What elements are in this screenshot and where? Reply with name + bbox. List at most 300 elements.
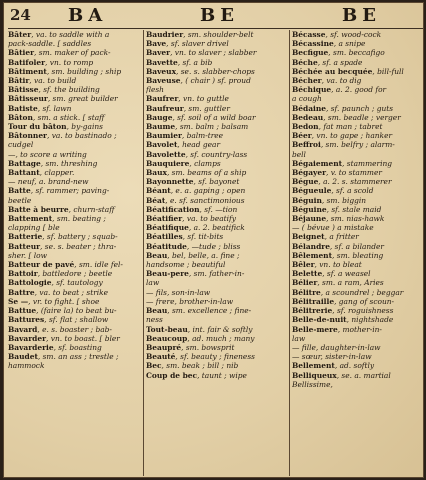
entry-term: Batteur bbox=[8, 241, 41, 251]
entry-term: Bédaine bbox=[292, 103, 327, 113]
entry-gloss: sher. [ low bbox=[8, 250, 47, 260]
dictionary-entry bbox=[146, 288, 286, 297]
entry-gloss: , gang of scoun- bbox=[334, 296, 395, 306]
entry-gloss: , sm. building ; ship bbox=[46, 66, 122, 76]
entry-gloss: , sf. a bilander bbox=[329, 241, 384, 251]
entry-term: Bedon bbox=[292, 122, 319, 132]
entry-term: Bave bbox=[146, 39, 167, 49]
entry-term: Baufreur bbox=[146, 103, 184, 113]
dictionary-entry bbox=[146, 67, 286, 76]
entry-term: Béant bbox=[146, 186, 171, 196]
entry-term: Bélitrerie bbox=[292, 306, 333, 316]
entry-term: Bâton bbox=[8, 112, 33, 122]
entry-gloss: , sf. stale maid bbox=[326, 204, 382, 214]
entry-term: Battant bbox=[8, 168, 40, 178]
entry-term: Belette bbox=[292, 269, 323, 279]
entry-term: Béer bbox=[292, 131, 312, 141]
entry-gloss: , bill-full bbox=[372, 66, 404, 76]
entry-gloss: , sf. wood-cock bbox=[325, 30, 382, 39]
entry-gloss: , sf. battery ; squab- bbox=[42, 232, 118, 242]
entry-term: Battoir bbox=[8, 269, 38, 279]
entry-term: Bêlement bbox=[292, 250, 333, 260]
entry-gloss: , balm-tree bbox=[181, 131, 224, 141]
dictionary-entry bbox=[8, 352, 140, 361]
entry-gloss: , sf. tautology bbox=[51, 278, 103, 288]
dictionary-entry bbox=[146, 39, 286, 48]
dictionary-entry bbox=[8, 297, 140, 306]
entry-gloss: law bbox=[292, 333, 306, 343]
entry-gloss: , se. s. beater ; thra- bbox=[40, 241, 117, 251]
dictionary-entry bbox=[8, 48, 140, 57]
dictionary-entry bbox=[8, 159, 140, 168]
entry-term: Batiste bbox=[8, 103, 38, 113]
entry-gloss: , vn. to slaver ; slabber bbox=[170, 48, 257, 58]
entry-term: Bégayer bbox=[292, 168, 327, 178]
dictionary-entry bbox=[146, 48, 286, 57]
entry-term: Bécassine bbox=[292, 39, 334, 49]
entry-gloss: , sm. biggin bbox=[321, 195, 367, 205]
entry-term: Se — bbox=[8, 296, 29, 306]
entry-gloss: , vn. to gape ; hanker bbox=[311, 131, 393, 141]
entry-gloss: , sf. soil of a wild boar bbox=[172, 112, 256, 122]
entry-gloss: , int. fair & softly bbox=[187, 324, 253, 334]
entry-term: Battue bbox=[8, 306, 37, 316]
dictionary-entry bbox=[292, 223, 424, 232]
entry-gloss: , a. 2. beatifick bbox=[188, 223, 245, 233]
dictionary-entry bbox=[146, 205, 286, 214]
entry-gloss: , clapper. bbox=[39, 168, 75, 178]
dictionary-entry bbox=[146, 140, 286, 149]
entry-gloss: , sf. bayonet bbox=[193, 177, 240, 187]
dictionary-entry bbox=[292, 122, 424, 131]
entry-gloss: — frere, brother-in-law bbox=[146, 296, 234, 306]
dictionary-entry bbox=[146, 94, 286, 103]
dictionary-entry bbox=[146, 30, 286, 39]
entry-term: Bec bbox=[146, 361, 162, 371]
entry-gloss: , vn. to bleat bbox=[314, 260, 362, 270]
entry-term: Battures bbox=[8, 315, 45, 325]
entry-gloss: , sf. boasting bbox=[53, 342, 102, 352]
entry-gloss: , sm. guttler bbox=[183, 103, 230, 113]
entry-gloss: , sm. bowsprit bbox=[181, 342, 235, 352]
entry-gloss: , a fritter bbox=[324, 232, 359, 242]
entry-term: Baume bbox=[146, 122, 176, 132]
dictionary-entry bbox=[8, 58, 140, 67]
entry-gloss: , sf. a spade bbox=[317, 57, 363, 67]
entry-gloss: , sm. beccafigo bbox=[328, 48, 385, 58]
entry-gloss: , e. s. boaster ; bab- bbox=[37, 324, 112, 334]
dictionary-entry bbox=[146, 168, 286, 177]
dictionary-entry bbox=[292, 30, 424, 39]
dictionary-entry bbox=[8, 30, 140, 39]
entry-term: Bauge bbox=[146, 112, 173, 122]
entry-term: Belle-de-nuit bbox=[292, 315, 347, 325]
dictionary-entry bbox=[8, 260, 140, 269]
entry-gloss: , nightshade bbox=[346, 315, 394, 325]
entry-gloss: , a scoundrel ; beggar bbox=[320, 287, 404, 297]
dictionary-entry bbox=[146, 269, 286, 278]
entry-gloss: , sm. an ass ; trestle ; bbox=[37, 352, 119, 362]
entry-term: Bégue bbox=[292, 177, 319, 187]
entry-term: Bêler bbox=[292, 260, 315, 270]
entry-term: Coup de bec bbox=[146, 370, 198, 380]
entry-gloss: , sm. nias-hawk bbox=[326, 214, 385, 224]
dictionary-entry bbox=[292, 315, 424, 324]
dictionary-entry bbox=[292, 380, 424, 389]
entry-term: Batifoler bbox=[8, 57, 46, 67]
dictionary-entry bbox=[292, 251, 424, 260]
entry-gloss: handsome ; beautiful bbox=[146, 260, 226, 270]
entry-gloss: , se. a. martial bbox=[336, 370, 391, 380]
dictionary-entry bbox=[146, 260, 286, 269]
entry-column-2 bbox=[146, 30, 286, 476]
entry-gloss: hammock bbox=[8, 361, 45, 371]
dictionary-entry bbox=[8, 94, 140, 103]
entry-term: Beau-pere bbox=[146, 269, 189, 279]
entry-gloss: , sm. threshing bbox=[40, 158, 98, 168]
entry-term: Bavard bbox=[8, 324, 38, 334]
entry-gloss: , sf. tit-bits bbox=[182, 232, 224, 242]
dictionary-entry bbox=[292, 159, 424, 168]
entry-gloss: , sm. a stick. [ staff bbox=[32, 112, 105, 122]
entry-gloss: , sm. father-in- bbox=[188, 269, 245, 279]
dictionary-entry bbox=[292, 242, 424, 251]
entry-term: Béguin bbox=[292, 195, 322, 205]
entry-term: Béguine bbox=[292, 204, 327, 214]
dictionary-entry bbox=[8, 140, 140, 149]
dictionary-entry bbox=[292, 140, 424, 149]
dictionary-entry bbox=[8, 205, 140, 214]
dictionary-entry bbox=[292, 306, 424, 315]
entry-gloss: Bellissime, bbox=[292, 379, 333, 389]
dictionary-entry bbox=[292, 94, 424, 103]
entry-term: Bavarderie bbox=[8, 342, 54, 352]
entry-term: Béatitude bbox=[146, 241, 187, 251]
dictionary-entry bbox=[146, 306, 286, 315]
dictionary-entry bbox=[8, 269, 140, 278]
entry-term: Béatification bbox=[146, 204, 200, 214]
entry-gloss: bell bbox=[292, 149, 306, 159]
entry-term: Baufrer bbox=[146, 94, 179, 104]
entry-term: Bavolette bbox=[146, 149, 186, 159]
entry-gloss: , sf. a bib bbox=[177, 57, 213, 67]
entry-term: Béatilles bbox=[146, 232, 183, 242]
dictionary-entry bbox=[8, 232, 140, 241]
dictionary-entry bbox=[292, 58, 424, 67]
column-3-running-head: BE bbox=[342, 5, 381, 26]
entry-term: Bauquiere bbox=[146, 158, 190, 168]
dictionary-entry bbox=[146, 58, 286, 67]
dictionary-entry bbox=[8, 85, 140, 94]
entry-gloss: ness bbox=[146, 315, 163, 325]
entry-gloss: , sf. country-lass bbox=[185, 149, 248, 159]
entry-gloss: , sf. slaver drivel bbox=[166, 39, 229, 49]
dictionary-entry bbox=[292, 214, 424, 223]
entry-gloss: , sm. beadle ; verger bbox=[323, 112, 401, 122]
dictionary-entry bbox=[292, 269, 424, 278]
dictionary-entry bbox=[8, 315, 140, 324]
entry-gloss: , sm. beating ; bbox=[52, 214, 106, 224]
dictionary-entry bbox=[146, 223, 286, 232]
entry-gloss: , mother-in- bbox=[337, 324, 382, 334]
entry-term: Bâter bbox=[8, 30, 32, 39]
dictionary-entry bbox=[8, 223, 140, 232]
entry-column-3 bbox=[292, 30, 424, 476]
dictionary-entry bbox=[292, 205, 424, 214]
entry-term: Baudrier bbox=[146, 30, 184, 39]
entry-gloss: cudgel bbox=[8, 140, 34, 150]
entry-gloss: , v. to stammer bbox=[326, 168, 382, 178]
dictionary-entry bbox=[146, 343, 286, 352]
entry-gloss: , sm. belfry ; alarm- bbox=[320, 140, 395, 150]
dictionary-entry bbox=[146, 325, 286, 334]
dictionary-entry bbox=[292, 343, 424, 352]
dictionary-entry bbox=[8, 168, 140, 177]
dictionary-entry bbox=[8, 67, 140, 76]
dictionary-entry bbox=[8, 343, 140, 352]
entry-term: Tout-beau bbox=[146, 324, 188, 334]
entry-term: Baumier bbox=[146, 131, 182, 141]
column-1-running-head: BA bbox=[68, 5, 108, 26]
entry-gloss: , —tude ; bliss bbox=[186, 241, 241, 251]
entry-gloss: , a. 2. good for bbox=[331, 85, 387, 95]
dictionary-entry bbox=[292, 352, 424, 361]
entry-gloss: , vn. to boast. [ bler bbox=[46, 333, 120, 343]
entry-gloss: , va. to beat ; strike bbox=[34, 287, 109, 297]
entry-term: Battement bbox=[8, 214, 53, 224]
entry-gloss: — fille, daughter-in-law bbox=[292, 342, 381, 352]
dictionary-entry bbox=[8, 177, 140, 186]
entry-term: Bélandre bbox=[292, 241, 330, 251]
dictionary-entry bbox=[292, 297, 424, 306]
entry-gloss: law bbox=[146, 278, 160, 288]
entry-gloss: , sf. —tion bbox=[199, 204, 238, 214]
entry-gloss: , vr. to fight. [ shoe bbox=[28, 296, 100, 306]
entry-gloss: beetle bbox=[8, 195, 32, 205]
entry-gloss: , (faire la) to beat bu- bbox=[36, 306, 117, 316]
entry-term: Béchique bbox=[292, 85, 332, 95]
entry-term: Baudet bbox=[8, 352, 38, 362]
column-divider-2 bbox=[289, 30, 290, 476]
entry-gloss: , sm. maker of pack- bbox=[34, 48, 111, 58]
dictionary-entry bbox=[8, 214, 140, 223]
dictionary-entry bbox=[146, 371, 286, 380]
entry-gloss: , sf. lawn bbox=[37, 103, 72, 113]
entry-gloss: , a. 2. s. stammerer bbox=[318, 177, 392, 187]
entry-gloss: , battledore ; beetle bbox=[37, 269, 113, 279]
entry-gloss: , e. a. gaping ; open bbox=[170, 186, 246, 196]
entry-term: Beaupré bbox=[146, 342, 182, 352]
entry-gloss: , sm. beams of a ship bbox=[166, 168, 247, 178]
dictionary-entry bbox=[146, 352, 286, 361]
entry-term: Bâtonner bbox=[8, 131, 47, 141]
dictionary-entry bbox=[146, 334, 286, 343]
entry-term: Bellement bbox=[292, 361, 335, 371]
dictionary-entry bbox=[292, 39, 424, 48]
dictionary-entry bbox=[146, 131, 286, 140]
entry-gloss: , head gear bbox=[177, 140, 221, 150]
entry-gloss: , taunt ; wipe bbox=[197, 370, 247, 380]
dictionary-entry bbox=[146, 150, 286, 159]
entry-term: Beffroi bbox=[292, 140, 321, 150]
entry-term: Béche bbox=[292, 57, 318, 67]
dictionary-entry bbox=[292, 260, 424, 269]
entry-gloss: , ( chair ) sf. proud bbox=[180, 76, 251, 86]
entry-term: Bégueule bbox=[292, 186, 332, 196]
entry-gloss: , va. to bastinado ; bbox=[46, 131, 117, 141]
dictionary-entry bbox=[146, 113, 286, 122]
dictionary-entry bbox=[8, 104, 140, 113]
entry-gloss: , va. to build bbox=[29, 76, 77, 86]
entry-gloss: , sf. a weasel bbox=[322, 269, 371, 279]
entry-term: Bélitre bbox=[292, 287, 321, 297]
dictionary-entry bbox=[8, 131, 140, 140]
entry-term: Bâtisse bbox=[8, 85, 39, 95]
entry-gloss: , sf. rammer; paving- bbox=[30, 186, 110, 196]
entry-term: Beauté bbox=[146, 352, 176, 362]
entry-term: Bavarder bbox=[8, 333, 47, 343]
dictionary-entry bbox=[8, 288, 140, 297]
page-number: 24 bbox=[10, 6, 31, 24]
entry-term: Belle-mere bbox=[292, 324, 338, 334]
entry-gloss: , sm. bleating bbox=[332, 250, 384, 260]
dictionary-entry bbox=[8, 150, 140, 159]
entry-gloss: — fils, son-in-law bbox=[146, 287, 211, 297]
entry-gloss: , sf. the building bbox=[38, 85, 100, 95]
dictionary-entry bbox=[8, 39, 140, 48]
entry-term: Becfigue bbox=[292, 48, 329, 58]
entry-gloss: — ( bévue ) a mistake bbox=[292, 223, 374, 233]
entry-term: Battologie bbox=[8, 278, 52, 288]
entry-gloss: , a snipe bbox=[333, 39, 366, 49]
entry-gloss: , sm. balm ; balsam bbox=[175, 122, 249, 132]
entry-gloss: , va. to dig bbox=[321, 76, 362, 86]
entry-gloss: , sf. a scold bbox=[331, 186, 374, 196]
entry-term: Béatifier bbox=[146, 214, 183, 224]
entry-column-1 bbox=[8, 30, 140, 476]
dictionary-entry bbox=[292, 76, 424, 85]
entry-term: Beau bbox=[146, 250, 168, 260]
dictionary-entry bbox=[8, 196, 140, 205]
entry-gloss: , stammering bbox=[342, 158, 393, 168]
entry-term: Tour du bâton bbox=[8, 122, 67, 132]
entry-gloss: — neuf, a. brand-new bbox=[8, 177, 89, 187]
dictionary-entry bbox=[8, 361, 140, 370]
dictionary-entry bbox=[292, 371, 424, 380]
entry-gloss: , sm. idle fel- bbox=[74, 260, 123, 270]
entry-gloss: , bel, belle, a. fine ; bbox=[167, 250, 240, 260]
dictionary-entry bbox=[146, 242, 286, 251]
dictionary-entry bbox=[146, 315, 286, 324]
dictionary-entry bbox=[8, 122, 140, 131]
dictionary-entry bbox=[146, 251, 286, 260]
entry-term: Baux bbox=[146, 168, 167, 178]
dictionary-entry bbox=[8, 186, 140, 195]
dictionary-entry bbox=[146, 214, 286, 223]
entry-term: Bâtiment bbox=[8, 66, 47, 76]
entry-term: Béatifique bbox=[146, 223, 189, 233]
entry-gloss: —, to score a writing bbox=[8, 149, 87, 159]
dictionary-entry bbox=[292, 85, 424, 94]
entry-gloss: , va. to saddle with a bbox=[31, 30, 110, 39]
entry-term: Bavolet bbox=[146, 140, 178, 150]
dictionary-entry bbox=[292, 104, 424, 113]
dictionary-entry bbox=[8, 325, 140, 334]
entry-term: Bedeau bbox=[292, 112, 324, 122]
entry-term: Bégaiement bbox=[292, 158, 343, 168]
dictionary-entry bbox=[146, 76, 286, 85]
entry-gloss: , fat man ; tabret bbox=[318, 122, 383, 132]
entry-term: Bélitraille bbox=[292, 296, 335, 306]
entry-term: Batte à beurre bbox=[8, 204, 69, 214]
entry-term: Baveuse bbox=[146, 76, 181, 86]
dictionary-entry bbox=[8, 278, 140, 287]
dictionary-entry bbox=[292, 325, 424, 334]
dictionary-entry bbox=[8, 251, 140, 260]
entry-gloss: , ad. softly bbox=[334, 361, 375, 371]
entry-term: Béchée au becquée bbox=[292, 66, 373, 76]
dictionary-entry bbox=[292, 48, 424, 57]
entry-term: Beignet bbox=[292, 232, 325, 242]
entry-term: Beaucoup bbox=[146, 333, 188, 343]
entry-gloss: , by-gains bbox=[66, 122, 103, 132]
dictionary-entry bbox=[146, 104, 286, 113]
entry-gloss: a cough bbox=[292, 94, 322, 104]
entry-term: Batterie bbox=[8, 232, 43, 242]
entry-term: Baver bbox=[146, 48, 171, 58]
dictionary-entry bbox=[292, 131, 424, 140]
dictionary-entry bbox=[146, 85, 286, 94]
dictionary-entry bbox=[292, 186, 424, 195]
entry-term: Béjaune bbox=[292, 214, 327, 224]
entry-term: Bayonnette bbox=[146, 177, 194, 187]
dictionary-entry bbox=[146, 177, 286, 186]
entry-gloss: , ad. much ; many bbox=[187, 333, 255, 343]
dictionary-entry bbox=[292, 288, 424, 297]
entry-gloss: , sm. shoulder-belt bbox=[183, 30, 254, 39]
dictionary-entry bbox=[146, 159, 286, 168]
entry-term: Batte bbox=[8, 186, 31, 196]
entry-term: Bélier bbox=[292, 278, 318, 288]
entry-gloss: , clamps bbox=[189, 158, 221, 168]
entry-gloss: , vn. to guttle bbox=[178, 94, 229, 104]
dictionary-entry bbox=[292, 361, 424, 370]
entry-term: Bâtier bbox=[8, 48, 35, 58]
entry-gloss: — sœur, sister-in-law bbox=[292, 352, 372, 362]
dictionary-entry bbox=[292, 196, 424, 205]
entry-term: Bécher bbox=[292, 76, 322, 86]
entry-gloss: pack-saddle. [ saddles bbox=[8, 39, 92, 49]
dictionary-entry bbox=[292, 278, 424, 287]
entry-gloss: , sm. great builder bbox=[47, 94, 118, 104]
dictionary-entry bbox=[146, 278, 286, 287]
dictionary-entry bbox=[292, 67, 424, 76]
dictionary-entry bbox=[8, 242, 140, 251]
entry-gloss: , vn. to romp bbox=[45, 57, 94, 67]
dictionary-entry bbox=[292, 113, 424, 122]
entry-gloss: , sf. flat ; shallow bbox=[44, 315, 109, 325]
entry-term: Beau bbox=[146, 306, 168, 316]
dictionary-entry bbox=[8, 113, 140, 122]
dictionary-entry bbox=[8, 306, 140, 315]
entry-gloss: , e. sf. sanctimonious bbox=[165, 195, 245, 205]
dictionary-entry bbox=[146, 297, 286, 306]
entry-gloss: clapping [ ble bbox=[8, 223, 60, 233]
entry-gloss: , sm. beak ; bill ; nib bbox=[161, 361, 239, 371]
entry-term: Belliqueux bbox=[292, 370, 337, 380]
dictionary-page bbox=[3, 2, 424, 478]
entry-gloss: , sm. a ram, Aries bbox=[317, 278, 384, 288]
